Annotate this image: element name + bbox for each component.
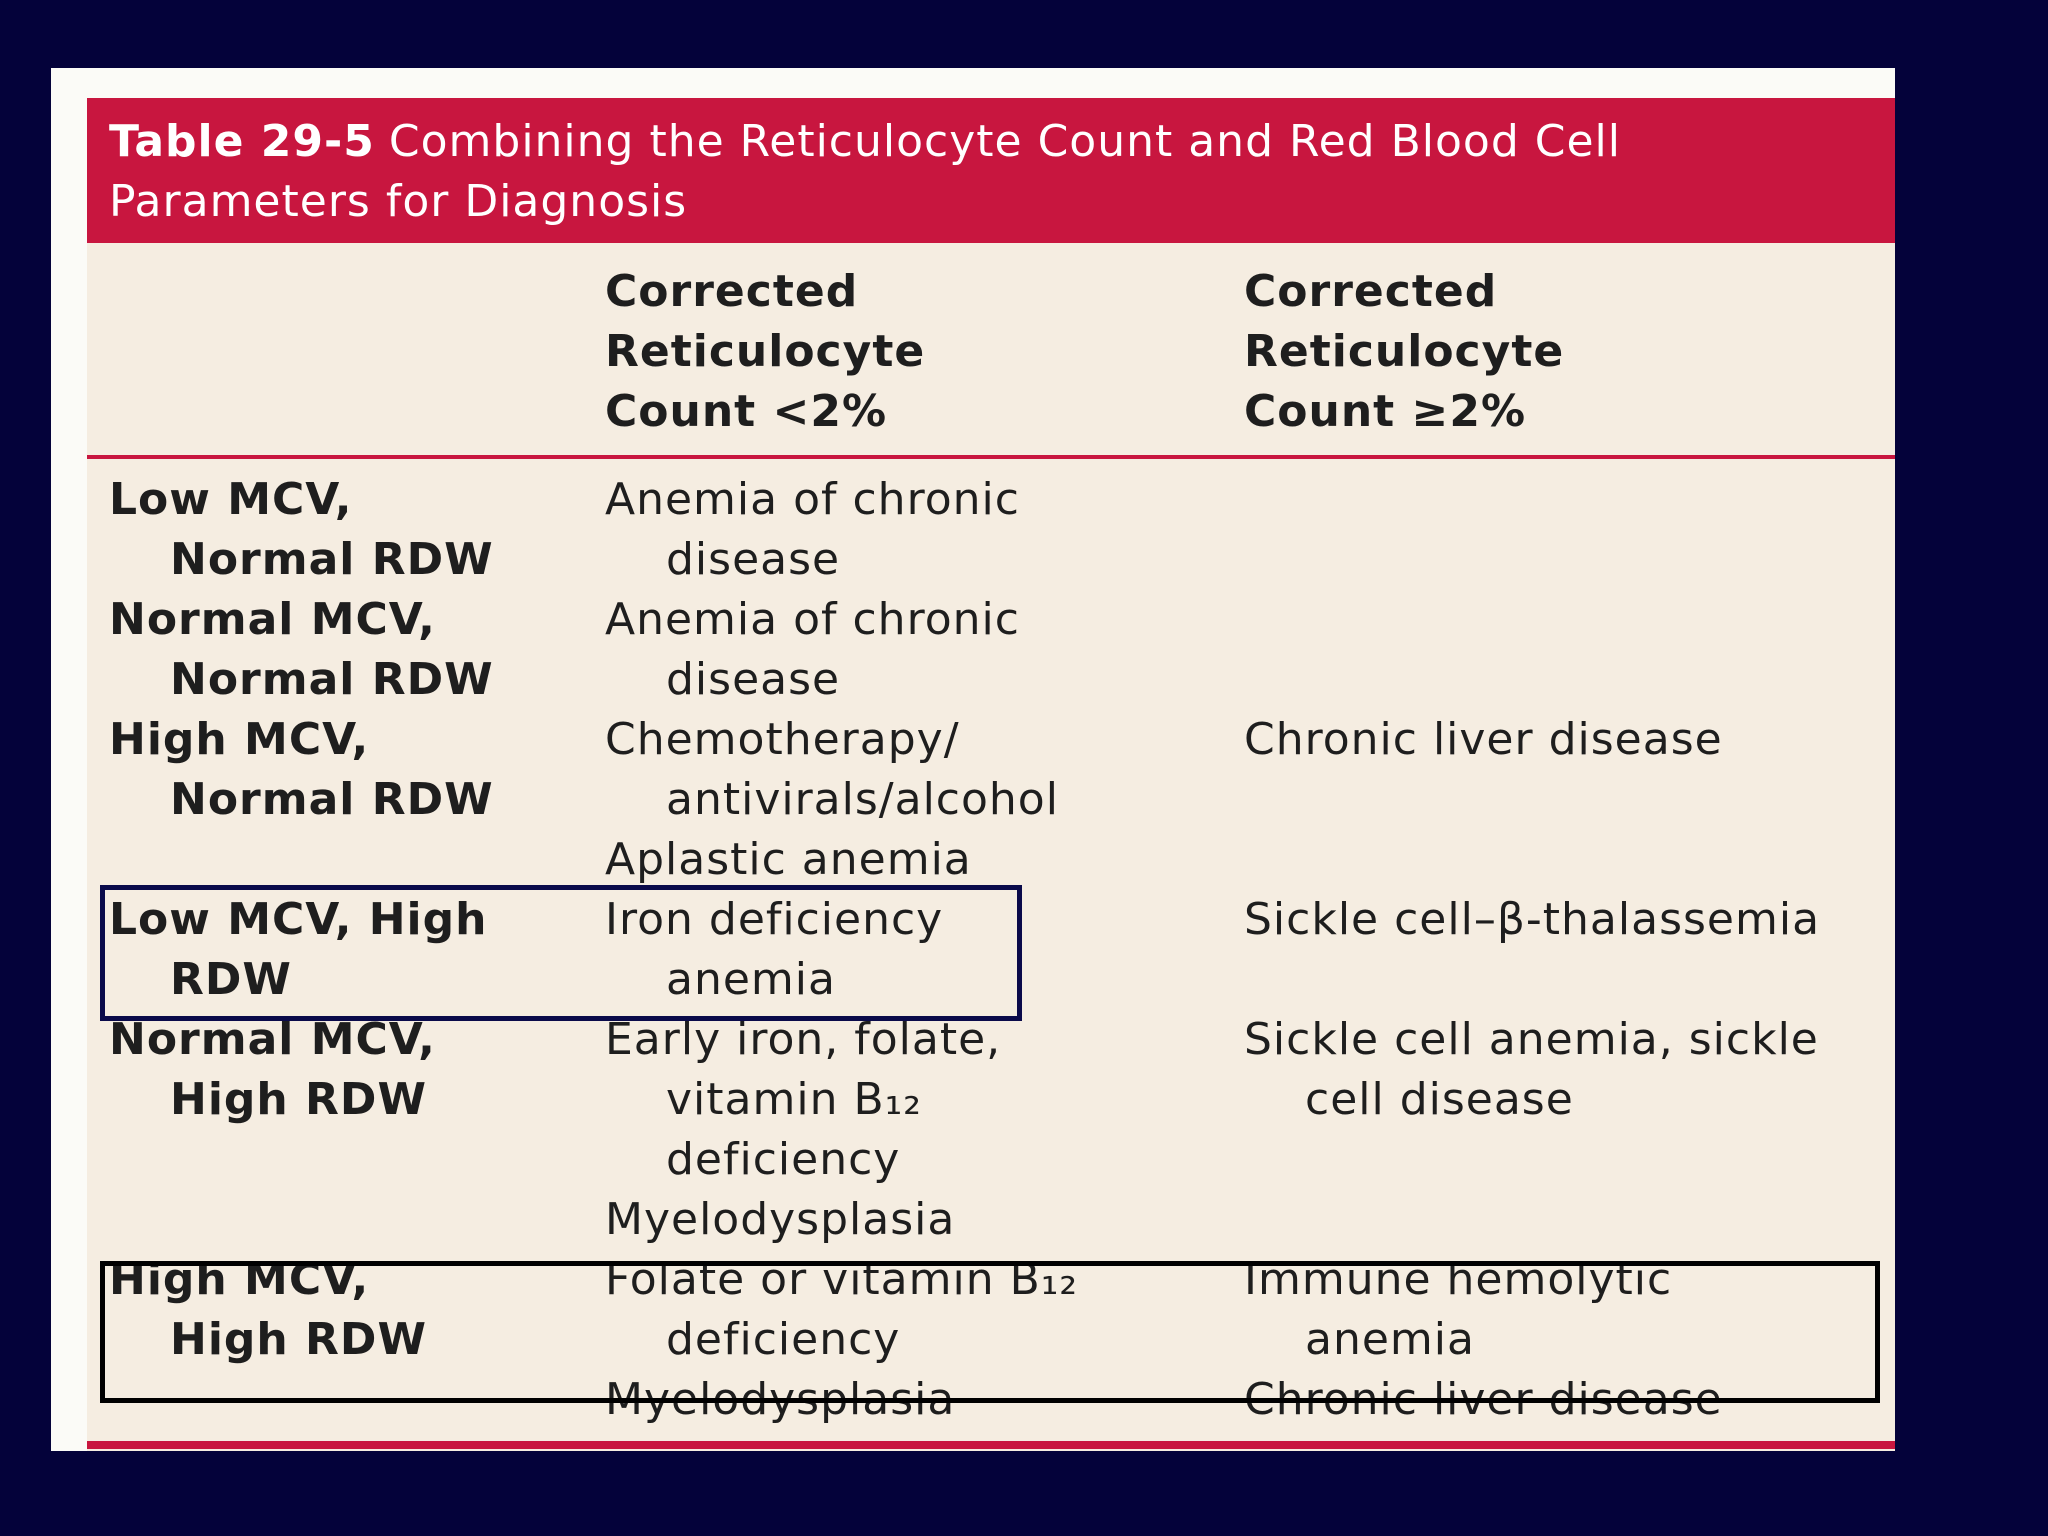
column-header-low-retic	[605, 262, 925, 442]
bottom-divider	[87, 1441, 1895, 1449]
cell-line: Sickle cell–β-thalassemia	[1244, 894, 1821, 945]
highlight-box-low-mcv-high-rdw	[100, 885, 1022, 1021]
row-label-line: High RDW	[170, 1074, 427, 1125]
row-label-line: High MCV,	[109, 1254, 370, 1305]
row-label-line: High RDW	[170, 1314, 427, 1365]
diagnosis-table	[87, 98, 1895, 1451]
cell-line: deficiency	[666, 1134, 901, 1185]
row-label-line: Low MCV,	[109, 474, 353, 525]
table-title-line-1	[109, 112, 1621, 172]
column-header-line: Reticulocyte	[605, 326, 926, 377]
row-label-low-mcv-normal-rdw	[109, 470, 494, 590]
cell-line: Sickle cell anemia, sickle	[1244, 1014, 1819, 1065]
column-header-high-retic	[1244, 262, 1564, 442]
cell-line: cell disease	[1305, 1074, 1574, 1125]
table-title-text-1: Combining the Reticulocyte Count and Red Blood Cell	[388, 116, 1621, 167]
cell-line: Anemia of chronic	[605, 594, 1020, 645]
column-header-line: Corrected	[605, 266, 859, 317]
row-label-line: Normal RDW	[170, 774, 494, 825]
cell-line: Early iron, folate,	[605, 1014, 1002, 1065]
column-header-line: Count ≥2%	[1244, 386, 1527, 437]
row-label-high-mcv-normal-rdw	[109, 710, 494, 830]
cell-line: Anemia of chronic	[605, 474, 1020, 525]
row-label-line: Normal MCV,	[109, 594, 436, 645]
table-number: Table 29-5	[109, 116, 375, 167]
cell-line: anemia	[666, 954, 836, 1005]
highlight-box-high-mcv-high-rdw	[100, 1261, 1880, 1403]
cell-high-retic	[1244, 890, 1820, 950]
row-label-line: Normal RDW	[170, 534, 494, 585]
cell-line: Myelodysplasia	[605, 1194, 956, 1245]
column-header-line: Reticulocyte	[1244, 326, 1565, 377]
cell-low-retic	[605, 1010, 1001, 1250]
row-label-line: Normal RDW	[170, 654, 494, 705]
cell-line: Chronic liver disease	[1244, 1374, 1723, 1425]
row-label-line: Low MCV, High	[109, 894, 488, 945]
cell-line: disease	[666, 654, 841, 705]
cell-low-retic	[605, 710, 1059, 890]
row-label-line: High MCV,	[109, 714, 370, 765]
row-label-line: Normal MCV,	[109, 1014, 436, 1065]
table-title-bar	[87, 98, 1895, 243]
header-divider	[87, 455, 1895, 459]
cell-low-retic	[605, 590, 1020, 710]
column-header-line: Corrected	[1244, 266, 1498, 317]
cell-line: Iron deficiency	[605, 894, 944, 945]
row-label-normal-mcv-normal-rdw	[109, 590, 494, 710]
cell-line: Immune hemolytic	[1244, 1254, 1673, 1305]
row-label-line: RDW	[170, 954, 292, 1005]
cell-line: deficiency	[666, 1314, 901, 1365]
cell-line: Aplastic anemia	[605, 834, 972, 885]
cell-high-retic	[1244, 710, 1723, 770]
table-title-line-2: Parameters for Diagnosis	[109, 176, 688, 227]
row-label-normal-mcv-high-rdw	[109, 1010, 436, 1130]
cell-line: antivirals/alcohol	[666, 774, 1059, 825]
cell-high-retic	[1244, 1010, 1819, 1130]
column-header-line: Count <2%	[605, 386, 888, 437]
cell-line: Myelodysplasia	[605, 1374, 956, 1425]
cell-line: Chemotherapy/	[605, 714, 960, 765]
cell-line: Folate or vitamin B₁₂	[605, 1254, 1079, 1305]
cell-line: vitamin B₁₂	[666, 1074, 922, 1125]
cell-low-retic	[605, 470, 1020, 590]
cell-line: Chronic liver disease	[1244, 714, 1723, 765]
cell-line: anemia	[1305, 1314, 1475, 1365]
cell-line: disease	[666, 534, 841, 585]
